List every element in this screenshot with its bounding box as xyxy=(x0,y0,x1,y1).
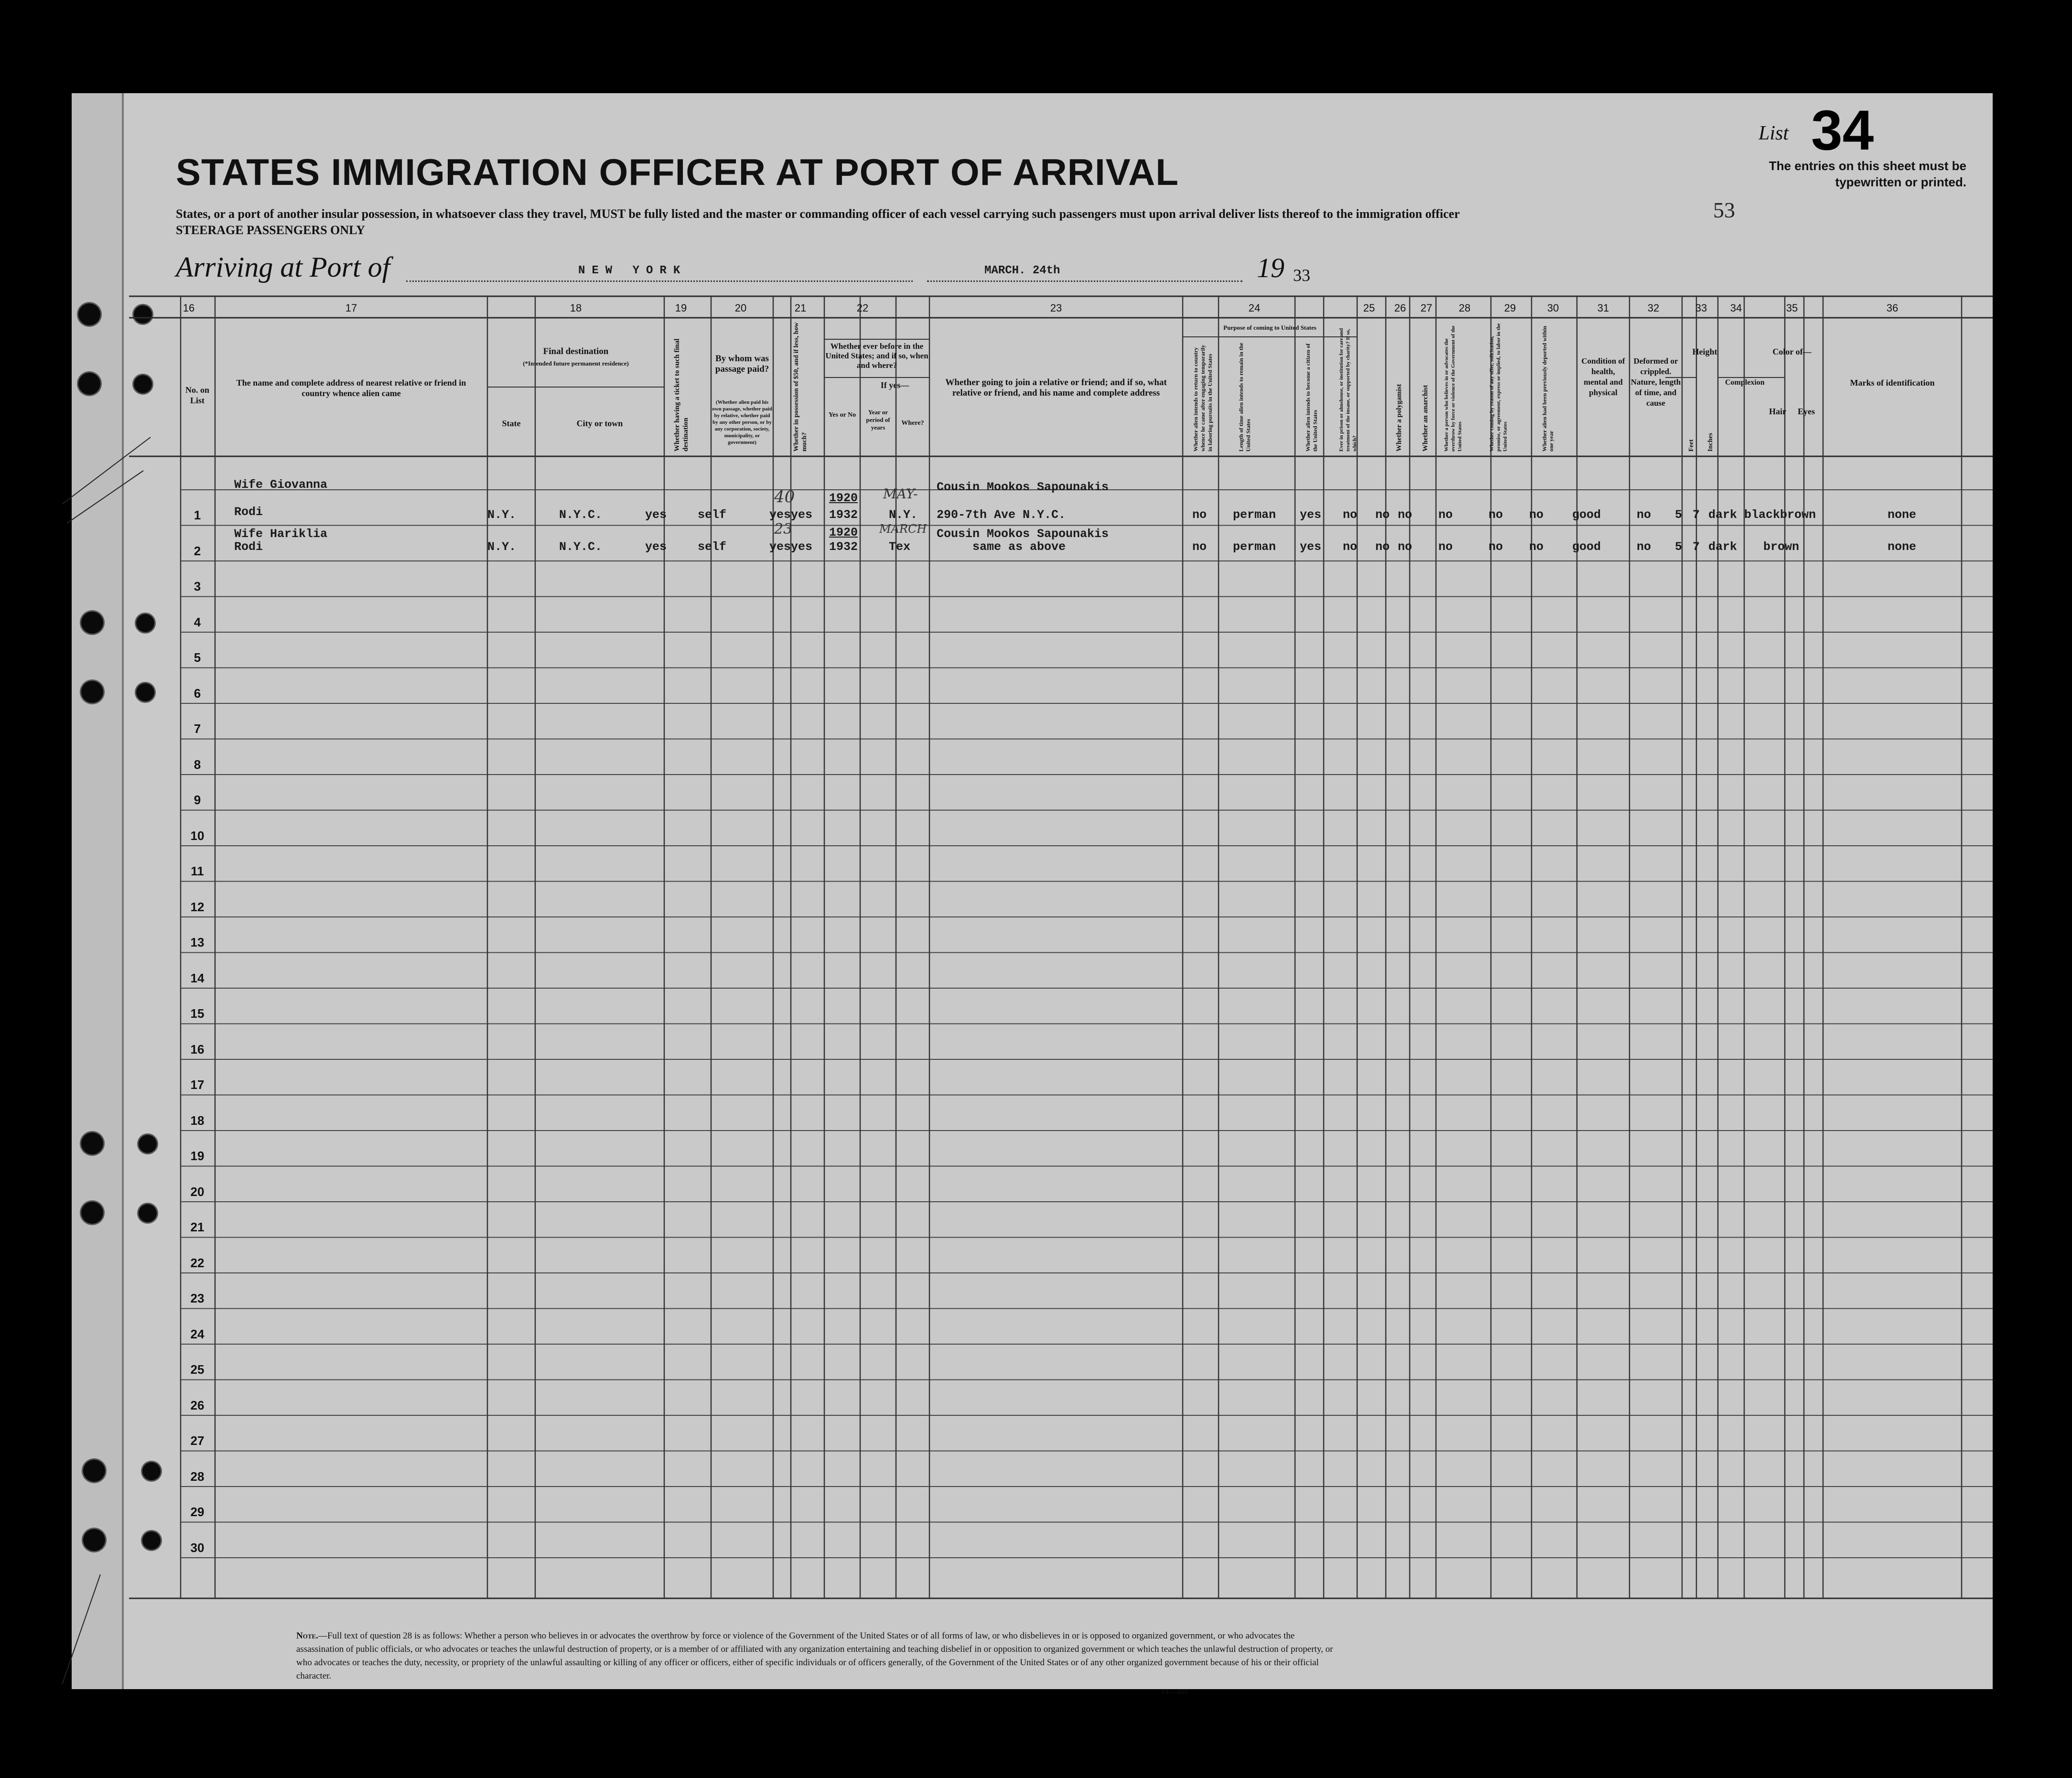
entry-2-feet: 5 xyxy=(1675,540,1683,554)
entry-2-anarchist: no xyxy=(1398,540,1413,554)
row-number: 27 xyxy=(190,1433,205,1448)
entries-note: The entries on this sheet must be typewritten or printed. xyxy=(1769,159,1966,189)
entry-2-year-bottom: 1932 xyxy=(829,540,858,554)
entry-2-citizen: yes xyxy=(1300,540,1322,554)
header-state: State xyxy=(502,419,521,428)
form-instructions: States, or a port of another insular possession, in whatsoever class they travel, MUST be fully listed and the master or commanding officer of each vessel carrying such passengers must upon arrival deliver lists thereof to the immigration officer xyxy=(176,207,1460,221)
colnum-35: 35 xyxy=(1786,302,1798,314)
colnum-33: 33 xyxy=(1695,302,1707,314)
entry-1-complexion: dark xyxy=(1708,508,1737,522)
row-number: 18 xyxy=(190,1113,205,1128)
arriving-label: Arriving at Port of xyxy=(176,251,390,283)
row-number: 29 xyxy=(190,1505,205,1519)
entry-2-offer: no xyxy=(1489,540,1503,554)
header-inches: Inches xyxy=(1707,433,1714,452)
entry-1-paid-by: self xyxy=(698,508,727,522)
row-number: 10 xyxy=(190,828,205,843)
form-grid xyxy=(72,93,1993,1689)
entry-1-year-bottom: 1932 xyxy=(829,508,858,522)
entry-1-deformed: no xyxy=(1637,508,1651,522)
header-marks: Marks of identification xyxy=(1850,378,1935,388)
entry-1-relative: Wife Giovanna xyxy=(234,478,328,492)
date-value: MARCH. 24th xyxy=(984,264,1060,277)
header-yes-no: Yes or No xyxy=(828,411,856,419)
entry-1-deported: no xyxy=(1529,508,1544,522)
header-deported: Whether alien had been previously deported within one year xyxy=(1541,326,1554,452)
colnum-16: 16 xyxy=(183,302,195,314)
entry-2-marks: none xyxy=(1888,540,1917,554)
entry-1-where-top: MAY- xyxy=(883,486,918,502)
header-length-stay: Length of time alien intends to remain in the United States xyxy=(1238,343,1252,452)
header-before-in-us: Whether ever before in the United States; and if so, when and where? xyxy=(825,342,928,370)
header-labor-offer: Whether coming by reason of any offer, solicitation, promise, or agreement, express or implied, to labor in the United States xyxy=(1489,323,1508,452)
port-value: NEW YORK xyxy=(578,264,687,277)
entry-1-prison: no xyxy=(1343,508,1358,522)
row-number: 9 xyxy=(194,793,201,807)
row-number: 6 xyxy=(194,686,201,700)
entry-1-citizen: yes xyxy=(1300,508,1322,522)
row-number: 30 xyxy=(190,1540,205,1555)
entry-1-hair-eyes: blackbrown xyxy=(1744,508,1816,522)
row-number: 16 xyxy=(190,1042,205,1056)
colnum-31: 31 xyxy=(1597,302,1609,314)
colnum-22: 22 xyxy=(856,302,869,314)
header-polygamist: Whether a polygamist xyxy=(1395,384,1403,452)
entry-2-length: perman xyxy=(1233,540,1276,554)
colnum-19: 19 xyxy=(675,302,687,314)
entry-2-deported: no xyxy=(1529,540,1544,554)
colnum-23: 23 xyxy=(1050,302,1062,314)
row-number: 19 xyxy=(190,1149,205,1163)
colnum-29: 29 xyxy=(1504,302,1516,314)
entry-1-length: perman xyxy=(1233,508,1276,522)
header-height: Height xyxy=(1692,347,1717,356)
row-number: 26 xyxy=(190,1398,205,1412)
colnum-17: 17 xyxy=(345,302,357,314)
year-prefix: 19 xyxy=(1257,252,1284,283)
row-number: 4 xyxy=(194,614,201,629)
row-number: 12 xyxy=(190,899,205,914)
row-number: 22 xyxy=(190,1255,205,1270)
header-hair: Hair xyxy=(1769,407,1786,416)
header-health: Condition of health, mental and physical xyxy=(1581,356,1625,397)
row-number: 11 xyxy=(191,864,204,878)
entry-2-state: N.Y. xyxy=(487,540,517,554)
entry-2-relative-surname: Rodi xyxy=(234,540,263,554)
colnum-27: 27 xyxy=(1420,302,1433,314)
colnum-24: 24 xyxy=(1248,302,1261,314)
list-number: 34 xyxy=(1811,99,1874,162)
colnum-25: 25 xyxy=(1363,302,1375,314)
header-final-destination-sub: (*Intended future permanent residence) xyxy=(523,360,629,367)
manifest-sheet xyxy=(72,93,1993,1696)
colnum-26: 26 xyxy=(1394,302,1406,314)
entry-1-marks: none xyxy=(1888,508,1917,522)
entry-2-overthrow: no xyxy=(1438,540,1453,554)
entry-2-deformed: no xyxy=(1637,540,1651,554)
entry-2-hair-eyes: brown xyxy=(1763,540,1800,554)
row-number: 23 xyxy=(190,1291,205,1305)
entry-1-health: good xyxy=(1572,508,1601,522)
entry-1-city: N.Y.C. xyxy=(559,508,603,522)
header-deformed: Deformed or crippled. Nature, length of time, and cause xyxy=(1630,356,1681,408)
colnum-34: 34 xyxy=(1730,302,1742,314)
entry-1-return: no xyxy=(1192,508,1207,522)
row-number: 7 xyxy=(194,722,201,736)
header-no-on-list: No. on List xyxy=(185,385,209,405)
header-overthrow: Whether a person who believes in or advocates the overthrow by force or violence of the Government of the United States xyxy=(1444,325,1463,452)
colnum-18: 18 xyxy=(570,302,582,314)
entry-1-relative-surname: Rodi xyxy=(234,505,263,519)
entry-1-offer: no xyxy=(1489,508,1503,522)
entry-1-ticket: yes xyxy=(645,508,667,522)
entry-2-where-bottom: Tex xyxy=(889,540,911,554)
entry-1-overthrow: no xyxy=(1438,508,1453,522)
entry-2-join: Cousin Mookos Sapounakis xyxy=(937,527,1109,541)
header-fifty-dollars: Whether in possession of $50, and if less, how much? xyxy=(793,322,808,452)
entry-2-money: 23 xyxy=(774,521,793,538)
header-final-destination: Final destination xyxy=(543,346,609,356)
colnum-21: 21 xyxy=(794,302,807,314)
colnum-20: 20 xyxy=(734,302,747,314)
entry-1-before: yesyes xyxy=(769,508,813,522)
note-label: Note. xyxy=(296,1631,318,1641)
entry-2-relative: Wife Hariklia xyxy=(234,527,328,541)
row-number: 20 xyxy=(190,1184,205,1199)
entry-2-year-top: 1920 xyxy=(829,526,858,539)
year-suffix: 33 xyxy=(1293,266,1310,285)
note-text: —Full text of question 28 is as follows: Whether a person who believes in or advocates the overthrow by force or violence of the Government of the United States or of all forms of law, or who disbelieves in or is opposed to organized government, or who advocates the assassination of public officials, or who advocates or teaches the unlawful destruction of property, or is a member of or affiliated with any organization entertaining and teaching disbelief in or opposition to organized government or which teaches the unlawful destruction of property, or who advocates or teaches the duty, necessity, or propriety of the unlawful assaulting or killing of any officer or officers, either of specific individuals or of officers generally, of the Government of the United States or of any other organized government because of his or their official character. xyxy=(296,1631,1333,1681)
entry-2-ticket: yes xyxy=(645,540,667,554)
header-year-period: Year or period of years xyxy=(866,409,890,431)
colnum-32: 32 xyxy=(1647,302,1660,314)
header-return-intent: Whether alien intends to return to country whence he came after engaging temporarily in laboring pursuits in the United States xyxy=(1192,345,1213,452)
entry-2-inches: 7 xyxy=(1693,540,1700,554)
header-feet: Feet xyxy=(1688,439,1695,452)
row-number: 28 xyxy=(190,1469,205,1484)
header-paid-by-sub: (Whether alien paid his own passage, whether paid by relative, whether paid by any other person, or by any corporation, society, municipality, or government) xyxy=(712,399,772,445)
entry-1-money: 40 xyxy=(774,487,795,506)
colnum-28: 28 xyxy=(1458,302,1471,314)
header-nearest-relative: The name and complete address of nearest relative or friend in country whence alien came xyxy=(236,378,466,398)
entry-1-join-address: 290-7th Ave N.Y.C. xyxy=(937,508,1066,522)
entry-2-paid-by: self xyxy=(698,540,727,554)
entry-1-year-top: 1920 xyxy=(829,491,858,505)
header-prison: Ever in prison or almshouse, or institution for care and treatment of the insane, or supported by charity? If so, which? xyxy=(1338,328,1358,452)
row-number: 1 xyxy=(194,508,201,522)
entry-1-inches: 7 xyxy=(1693,508,1700,522)
header-complexion: Complexion xyxy=(1725,378,1765,387)
question-28-note xyxy=(296,1629,1338,1683)
header-if-yes: If yes— xyxy=(880,380,909,390)
row-number: 8 xyxy=(194,757,201,772)
header-ticket: Whether having a ticket to such final destination xyxy=(673,338,690,452)
form-number: 14—480 xyxy=(1161,1688,1188,1696)
header-color-of: Color of— xyxy=(1772,347,1812,356)
entry-1-where-bottom: N.Y. xyxy=(889,508,918,522)
entry-1-feet: 5 xyxy=(1675,508,1683,522)
colnum-30: 30 xyxy=(1547,302,1559,314)
page-number: 53 xyxy=(1713,198,1735,222)
row-number: 2 xyxy=(194,543,201,558)
entry-1-state: N.Y. xyxy=(487,508,517,522)
row-number: 14 xyxy=(190,970,205,985)
entry-1-anarchist: no xyxy=(1398,508,1413,522)
header-join-relative: Whether going to join a relative or friend; and if so, what relative or friend, and his name and complete address xyxy=(945,377,1167,398)
row-number: 25 xyxy=(190,1362,205,1377)
header-paid-by: By whom was passage paid? xyxy=(715,354,769,374)
entry-2-prison: no xyxy=(1343,540,1358,554)
row-number: 5 xyxy=(194,650,201,665)
entry-1-join: Cousin Mookos Sapounakis xyxy=(937,480,1109,494)
entry-2-complexion: dark xyxy=(1708,540,1737,554)
list-label: List xyxy=(1759,122,1789,144)
header-city: City or town xyxy=(576,419,623,428)
entry-1-polygamist: no xyxy=(1375,508,1390,522)
entry-2-return: no xyxy=(1192,540,1207,554)
header-citizen-intent: Whether alien intends to become a citizen of the United States xyxy=(1305,343,1318,452)
form-title: STATES IMMIGRATION OFFICER AT PORT OF ARRIVAL xyxy=(176,151,1179,193)
entry-2-city: N.Y.C. xyxy=(559,540,603,554)
class-note: STEERAGE PASSENGERS ONLY xyxy=(176,223,365,237)
row-number: 24 xyxy=(190,1326,205,1341)
header-anarchist: Whether an anarchist xyxy=(1422,385,1429,452)
entry-2-where-top: MARCH xyxy=(879,522,927,536)
entry-2-health: good xyxy=(1572,540,1601,554)
row-number: 13 xyxy=(190,935,205,949)
header-purpose: Purpose of coming to United States xyxy=(1223,324,1317,331)
entry-2-before: yesyes xyxy=(769,540,813,554)
row-number: 15 xyxy=(190,1006,205,1021)
row-number: 3 xyxy=(194,579,201,593)
entry-2-polygamist: no xyxy=(1375,540,1390,554)
entry-2-join-address: same as above xyxy=(972,540,1066,554)
header-eyes: Eyes xyxy=(1798,407,1815,416)
colnum-36: 36 xyxy=(1886,302,1899,314)
row-number: 17 xyxy=(190,1078,205,1092)
header-where: Where? xyxy=(901,420,924,427)
row-number: 21 xyxy=(190,1220,205,1234)
